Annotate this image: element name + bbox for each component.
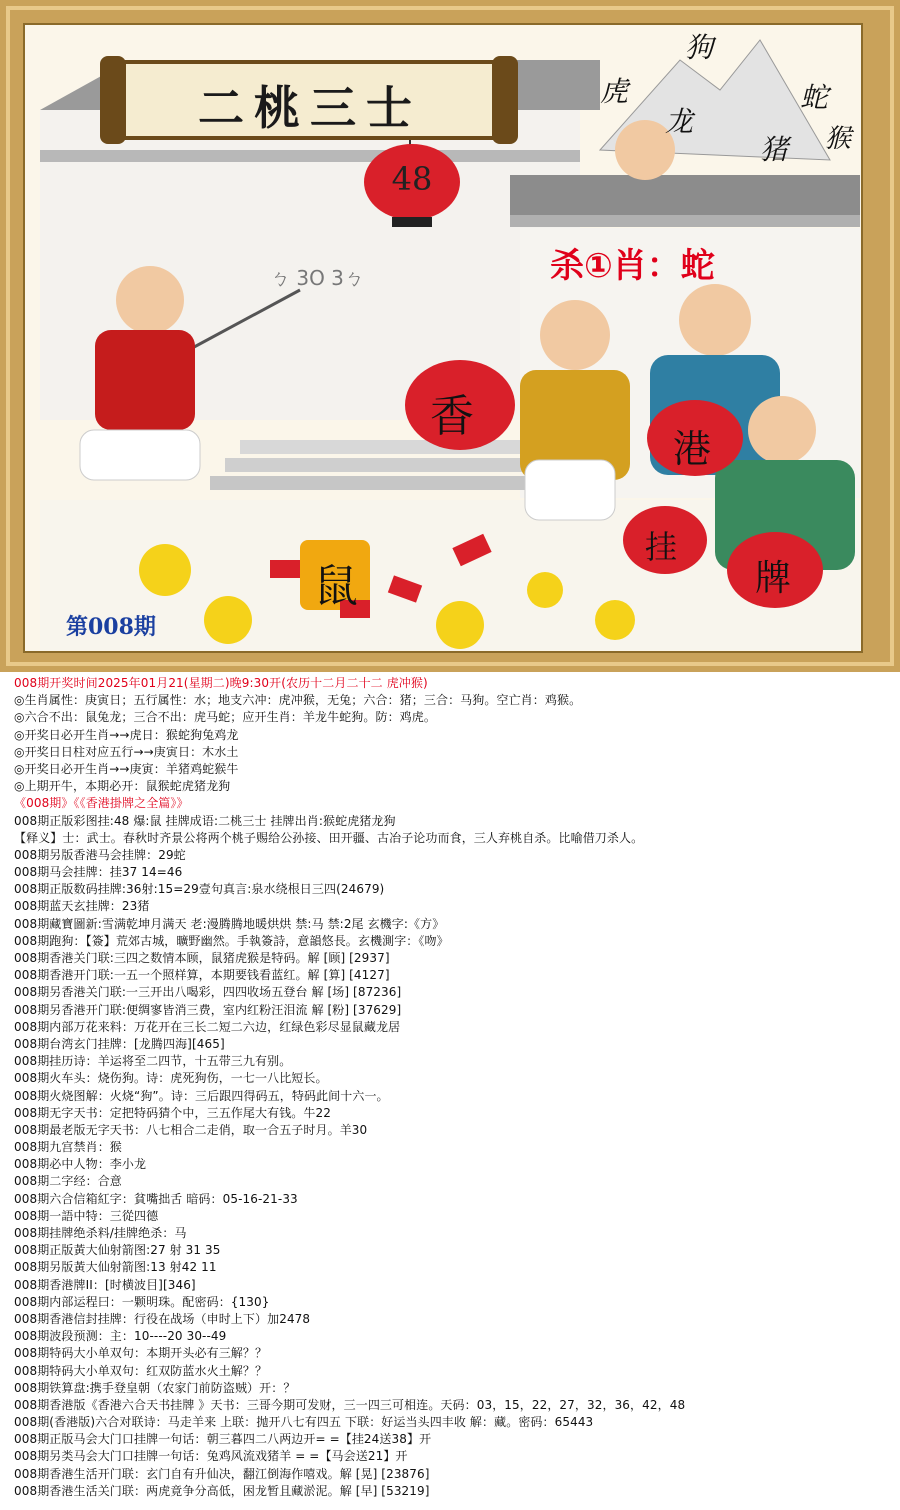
banner-title: 二桃三士 bbox=[198, 81, 422, 135]
text-line: 《008期》《《香港掛牌之全篇》》 bbox=[14, 796, 189, 811]
lantern-char-gang: 港 bbox=[673, 427, 712, 471]
text-line: ◎上期开牛，本期必开：鼠猴蛇虎猪龙狗 bbox=[14, 779, 231, 794]
text-line: 008期另香港开门联:便绸寥皆消三费，室内红粉汪泪流 解 [粉] [37629] bbox=[14, 1002, 402, 1017]
zodiac-snake: 蛇 bbox=[800, 81, 829, 114]
text-line: ◎六合不出：鼠兔龙；三合不出：虎马蛇；应开生肖：羊龙牛蛇狗。防：鸡虎。 bbox=[14, 710, 436, 725]
text-line: 008期二字经：合意 bbox=[14, 1174, 122, 1189]
lantern-char-xiang: 香 bbox=[430, 391, 474, 442]
prediction-text-list bbox=[0, 675, 900, 1510]
text-line: 008期另版黃大仙射箭图:13 射42 11 bbox=[14, 1260, 217, 1275]
text-line: 008期六合信箱紅字：貧嘴拙舌 暗码：05-16-21-33 bbox=[14, 1191, 298, 1206]
text-line: ◎生肖属性：庚寅日；五行属性：水；地支六冲：虎冲猴，无兔；六合：猪；三合：马狗。空亡肖：鸡猴。 bbox=[14, 693, 582, 708]
text-line: 008期香港关门联:三四之数情本顾，鼠猪虎猴是特码。解 [顾] [2937] bbox=[14, 951, 390, 965]
text-line: 008期(香港版)六合对联诗：马走羊来 上联：抛开八七有四五 下联：好运当头四丰收 解：藏。密码：65443 bbox=[14, 1415, 594, 1430]
text-line: 008期藏寶圖新:雪满乾坤月满天 老:漫腾腾地暖烘烘 禁:马 禁:2尾 玄機字:《方》 bbox=[14, 916, 445, 931]
text-line: 008期一語中特：三從四德 bbox=[14, 1208, 159, 1223]
text-line: 008期香港牌II：[时横波目][346] bbox=[14, 1277, 196, 1292]
lantern-number: 48 bbox=[391, 160, 433, 198]
text-line: 008期特码大小单双句：红双防蓝水火土解？？ bbox=[14, 1363, 268, 1378]
text-line: 008期正版黃大仙射箭图:27 射 31 35 bbox=[14, 1243, 221, 1258]
text-line: 008期香港信封挂牌：行役在战场（申时上下）加2478 bbox=[14, 1311, 311, 1326]
text-line: 008期特码大小单双句：本期开头必有三解？？ bbox=[14, 1346, 268, 1361]
text-line: 008期正版彩图挂:48 爆:鼠 挂牌成语:二桃三士 挂牌出肖:猴蛇虎猪龙狗 bbox=[14, 813, 396, 828]
text-line: 008期香港生活开门联：玄门自有升仙决，翻江倒海作嘻戏。解 [晃] [23876] bbox=[14, 1466, 430, 1481]
text-line: 008期台湾玄门挂牌：[龙腾四海][465] bbox=[14, 1036, 225, 1051]
text-line: 008期火烧图解：火烧“狗”。诗：三后跟四得码五，特码此间十六一。 bbox=[14, 1088, 389, 1103]
lantern-char-gua: 挂 bbox=[645, 528, 678, 566]
text-line: 008期火车头：烧伤狗。诗：虎死狗伤，一七一八比短长。 bbox=[14, 1071, 328, 1086]
zodiac-tiger: 虎 bbox=[600, 75, 629, 108]
text-line: 008期最老版无字天书：八七相合二走俏，取一合五子时月。羊30 bbox=[14, 1122, 368, 1137]
text-line: 008期香港版《香港六合天书挂牌 》天书：三哥今期可发财，三一四三可相连。天码：03，15，22，27，32，36，42，48 bbox=[14, 1397, 686, 1412]
text-line: ◎开奖日必开生肖→→庚寅：羊猪鸡蛇猴牛 bbox=[14, 761, 239, 776]
text-line: 008期挂历诗：羊运将至二四节，十五带三九有别。 bbox=[14, 1054, 292, 1069]
text-line: 008期香港开门联:一五一个照样算，本期要钱看蓝红。解 [算] [4127] bbox=[14, 968, 390, 983]
zodiac-pig: 猪 bbox=[760, 133, 789, 166]
text-line: 008期跑狗：【簽】荒郊古城，曠野幽然。手執簽詩，意韻悠長。玄機測字：《吻》 bbox=[14, 933, 449, 948]
issue-label: 第008期 bbox=[66, 614, 156, 640]
text-line: 008期挂牌绝杀料/挂牌绝杀：马 bbox=[14, 1226, 187, 1240]
text-line: 008期另版香港马会挂牌：29蛇 bbox=[14, 847, 186, 862]
text-line: 008期马会挂牌：挂37 14=46 bbox=[14, 865, 183, 880]
text-line: 008期内部运程曰：一颗明珠。配密码：{130} bbox=[14, 1294, 270, 1309]
text-line: 008期九宫禁肖：猴 bbox=[14, 1140, 122, 1155]
text-line: 008期必中人物：李小龙 bbox=[14, 1157, 147, 1172]
text-line: 008期另类马会大门口挂牌一句话：兔鸡风流戏猪羊 = =【马会送21】开 bbox=[14, 1449, 408, 1464]
lantern-char-pai: 牌 bbox=[755, 558, 792, 599]
text-line: 008期正版马会大门口挂牌一句话：朝三暮四二八两边开= =【挂24送38】开 bbox=[14, 1432, 432, 1447]
zodiac-monkey: 猴 bbox=[825, 124, 852, 154]
poster-image bbox=[0, 0, 900, 672]
text-line: 008期蓝天玄挂牌：23猪 bbox=[14, 899, 150, 914]
text-line: 008期香港生活关门联：两虎竟争分高低，困龙暂且藏淤泥。解 [早] [53219] bbox=[14, 1483, 430, 1498]
text-line: 008期铁算盘:携手登皇朝（农家门前防盗贼）开：？ bbox=[14, 1380, 296, 1395]
text-line: 008期另香港关门联:一三开出八喝彩，四四收场五登台 解 [场] [87236] bbox=[14, 985, 402, 1000]
firecracker-char: 鼠 bbox=[314, 561, 358, 612]
text-line: 【释义】士：武士。春秋时齐景公将两个桃子赐给公孙接、田开疆、古冶子论功而食，三人弃桃自杀。比喻借刀杀人。 bbox=[14, 830, 644, 845]
zodiac-dog: 狗 bbox=[685, 31, 714, 64]
text-line: 008期波段预测：主：10----20 30--49 bbox=[14, 1329, 227, 1344]
text-line: 008期无字天书：定把特码猜个中，三五作尾大有钱。牛22 bbox=[14, 1105, 331, 1120]
wall-marks: ㄅ 3O 3ㄅ bbox=[270, 266, 364, 290]
zodiac-dragon: 龙 bbox=[665, 105, 694, 138]
kill-zodiac-text: 杀①肖：蛇 bbox=[550, 246, 715, 286]
text-line: 008期正版数码挂牌:36射:15=29壹句真言:泉水绕根日三四(24679) bbox=[14, 882, 385, 897]
text-line: ◎开奖日日柱对应五行→→庚寅日：木水土 bbox=[14, 744, 239, 759]
text-line: 008期开奖时间2025年01月21(星期二)晚9:30开(农历十二月二十二 虎冲猴) bbox=[14, 676, 428, 690]
text-line: 008期内部万花来料：万花开在三长二短二六边，红绿色彩尽显鼠藏龙居 bbox=[14, 1019, 401, 1034]
text-line: ◎开奖日必开生肖→→虎日：猴蛇狗兔鸡龙 bbox=[14, 727, 239, 742]
